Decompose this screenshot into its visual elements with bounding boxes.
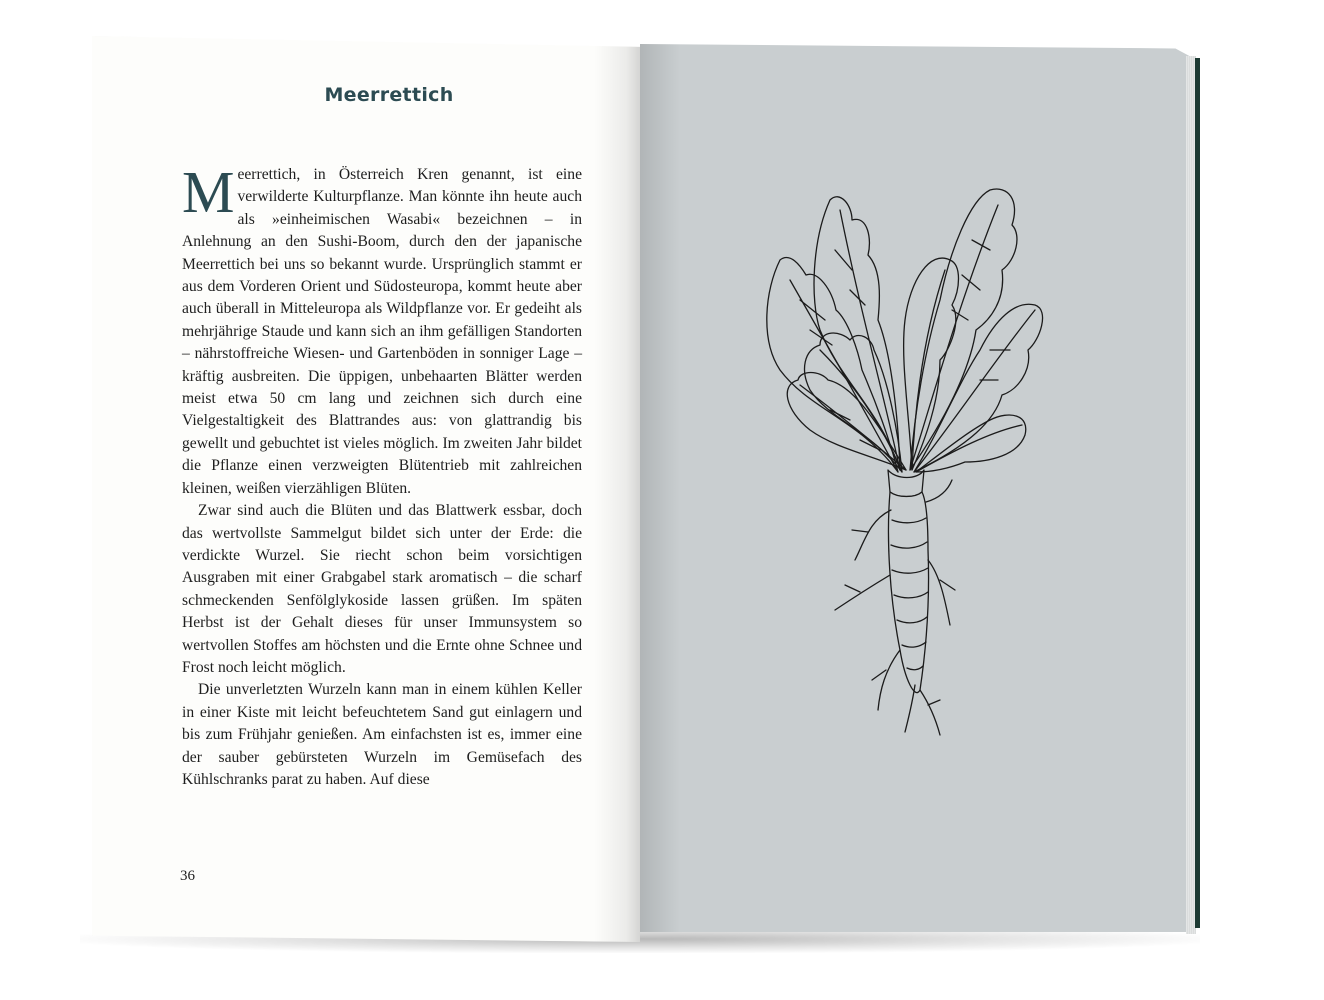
stem-bundle	[888, 470, 924, 497]
chapter-title: Meerrettich	[324, 84, 454, 106]
cover-edge	[1195, 58, 1200, 928]
body-text	[182, 159, 582, 791]
paragraph-1	[182, 159, 582, 500]
horseradish-illustration	[740, 180, 1060, 740]
root-group	[835, 480, 955, 735]
paragraph-3: Die unverletzten Wurzeln kann man in einem kühlen Keller in einer Kiste mit leicht befeuchtetem Sand gut einlagern und bis zum Frühjahr genießen. Am einfachsten ist es, immer eine der sauber gebürsteten Wurzeln im Gemüsefach des Kühlschranks parat zu haben. Auf diese	[182, 681, 582, 788]
paragraph-1-text: eerrettich, in Österreich Kren genannt, ist eine verwilderte Kulturpflanze. Man könnte ihn heute auch als »einheimischen Wasabi« bezeichnen – in Anlehnung an den Sushi-Boom, durch den der japanische Meerrettich bei uns so bekannt wurde. Ursprünglich stammt er aus dem Vorderen Orient und Südosteuropa, kommt heute aber auch überall in Mitteleuropa als Wildpflanze vor. Er gedeiht als mehrjährige Staude und kann sich an ihm gefälligen Standorten – nährstoffreiche Wiesen- und Gartenböden in sonniger Lage – kräftig ausbreiten. Die üppigen, unbehaarten Blätter werden meist etwa 50 cm lang und zeichnen sich durch eine Vielgestaltigkeit des Blattrandes aus: von glattrandig bis gewellt und gebuchtet ist vieles möglich. Im zweiten Jahr bildet die Pflanze einen verzweigten Blütentrieb mit zahlreichen kleinen, weißen vierzähligen Blüten.	[182, 166, 582, 497]
left-page-gutter-shading	[594, 36, 640, 942]
paragraph-2: Zwar sind auch die Blüten und das Blattwerk essbar, doch das wertvollste Sammelgut bildet sich unter der Erde: die verdickte Wurzel. Sie riecht schon beim vorsichtigen Ausgraben mit einer Grabgabel stark aromatisch – die scharf schmeckenden Senfölglykoside lassen grüßen. Im späten Herbst ist der Gehalt dieses für unser Immunsystem so wertvollen Stoffes am höchsten und die Ernte ohne Schnee und Frost noch leicht möglich.	[182, 502, 582, 676]
drop-cap: M	[182, 159, 235, 225]
right-page-gutter-shading	[640, 44, 680, 932]
leaves-group	[767, 189, 1043, 472]
page-number: 36	[180, 868, 195, 884]
